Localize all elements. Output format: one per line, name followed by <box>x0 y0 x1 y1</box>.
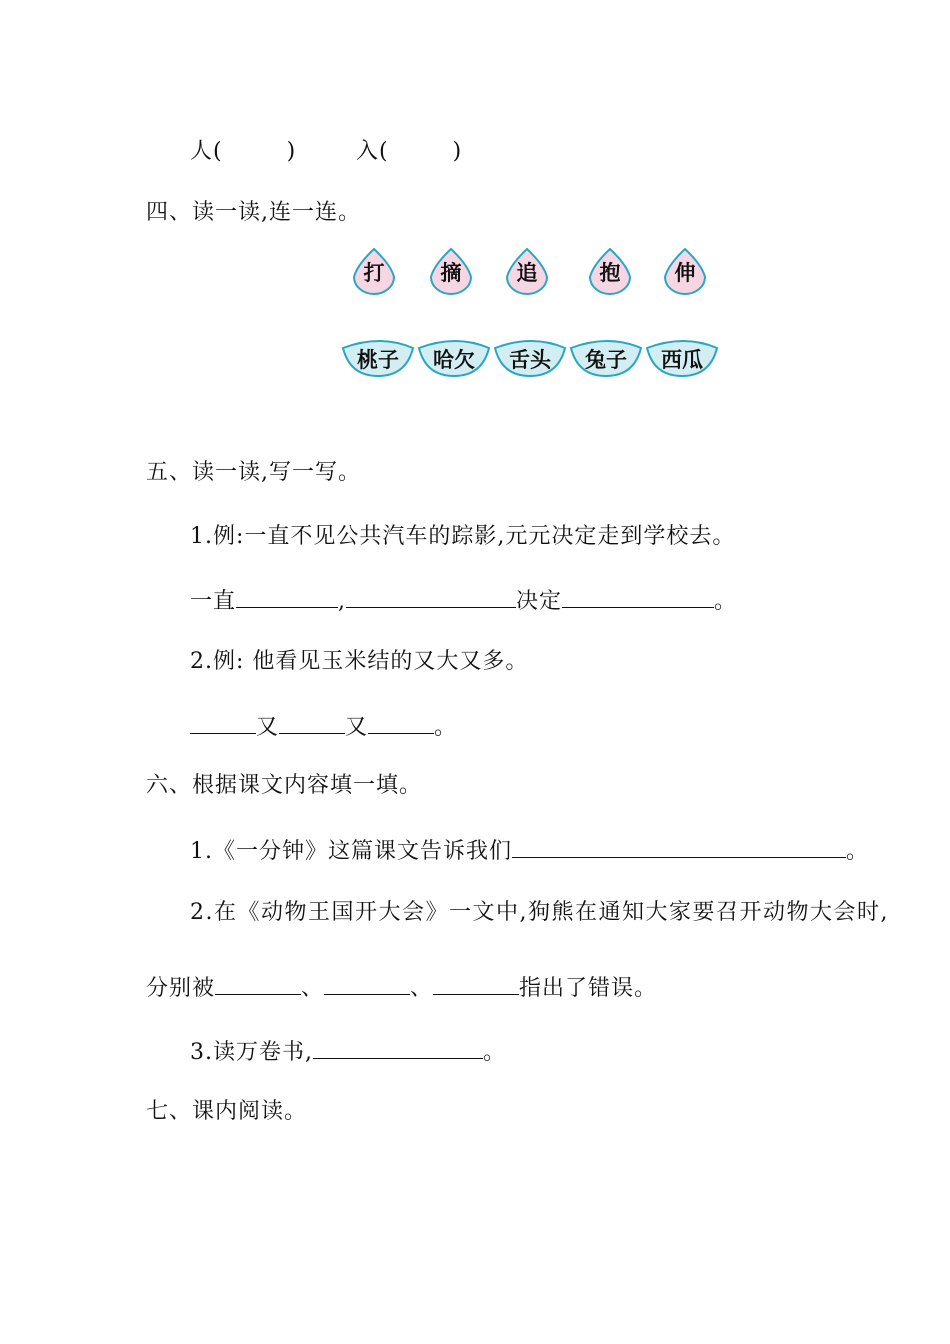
noun-leaf-2[interactable] <box>416 338 492 378</box>
answer-blank-q2c[interactable] <box>433 972 519 995</box>
q1-text: 1.《一分钟》这篇课文告诉我们 <box>190 839 512 864</box>
section5-title: 五、读一读,写一写。 <box>146 460 361 485</box>
verb-text: 打 <box>363 261 385 285</box>
verb-drop-4[interactable] <box>587 247 633 295</box>
fill-line-1 <box>190 585 737 617</box>
close-paren: ) <box>286 139 297 164</box>
fill2-you-2: 又 <box>345 715 369 740</box>
noun-text: 桃子 <box>357 348 399 372</box>
fill1-decide: 决定 <box>516 589 563 614</box>
open-paren: ( <box>213 139 223 164</box>
open-paren: ( <box>379 139 389 164</box>
close-paren: ) <box>452 139 463 164</box>
verb-text: 摘 <box>440 261 462 285</box>
fill-line-2 <box>190 711 457 743</box>
noun-text: 西瓜 <box>661 348 703 372</box>
noun-leaf-5[interactable] <box>644 338 720 378</box>
fill1-comma: , <box>338 589 347 614</box>
q2-sep-2: 、 <box>410 976 434 1001</box>
question-1 <box>190 835 869 867</box>
noun-leaf-3[interactable] <box>492 338 568 378</box>
answer-blank-q1[interactable] <box>512 835 846 858</box>
answer-blank-1b[interactable] <box>346 585 516 608</box>
q1-period: 。 <box>846 839 870 864</box>
noun-leaf-1[interactable] <box>340 338 416 378</box>
verb-text: 抱 <box>599 261 621 285</box>
top-row <box>190 137 296 167</box>
section4-title: 四、读一读,连一连。 <box>146 200 361 225</box>
fill2-you-1: 又 <box>256 715 280 740</box>
answer-blank-2b[interactable] <box>279 711 345 734</box>
answer-blank-q2a[interactable] <box>215 972 301 995</box>
example-2: 2.例: 他看见玉米结的又大又多。 <box>190 649 529 674</box>
noun-leaf-4[interactable] <box>568 338 644 378</box>
question-2-line1: 2.在《动物王国开大会》一文中,狗熊在通知大家要召开动物大会时, <box>190 900 889 925</box>
top-row-2 <box>356 137 462 167</box>
q2-sep-1: 、 <box>301 976 325 1001</box>
char-ru: 入 <box>356 139 380 164</box>
fill2-period: 。 <box>434 715 458 740</box>
q2-suffix: 指出了错误。 <box>519 976 658 1001</box>
q3-text: 3.读万卷书, <box>190 1040 313 1065</box>
section7-title: 七、课内阅读。 <box>146 1099 308 1124</box>
fill1-prefix: 一直 <box>190 589 237 614</box>
verb-text: 伸 <box>674 261 696 285</box>
answer-blank-1c[interactable] <box>562 585 714 608</box>
char-ren: 人 <box>190 139 214 164</box>
noun-text: 哈欠 <box>433 348 475 372</box>
answer-blank-1a[interactable] <box>236 585 338 608</box>
answer-blank-q3[interactable] <box>313 1036 483 1059</box>
question-3 <box>190 1036 506 1068</box>
fill1-period: 。 <box>714 589 738 614</box>
answer-blank-2a[interactable] <box>190 711 256 734</box>
example-1: 1.例:一直不见公共汽车的踪影,元元决定走到学校去。 <box>190 524 736 549</box>
answer-blank-q2b[interactable] <box>324 972 410 995</box>
noun-text: 兔子 <box>585 348 627 372</box>
section6-title: 六、根据课文内容填一填。 <box>146 773 423 798</box>
noun-text: 舌头 <box>509 348 551 372</box>
verb-text: 追 <box>516 261 538 285</box>
verb-drop-3[interactable] <box>504 247 550 295</box>
q2-prefix: 分别被 <box>146 976 216 1001</box>
verb-drop-5[interactable] <box>662 247 708 295</box>
verb-drop-1[interactable] <box>351 247 397 295</box>
answer-blank-2c[interactable] <box>368 711 434 734</box>
q3-period: 。 <box>482 1040 506 1065</box>
verb-drop-2[interactable] <box>428 247 474 295</box>
question-2-line2 <box>146 972 657 1004</box>
